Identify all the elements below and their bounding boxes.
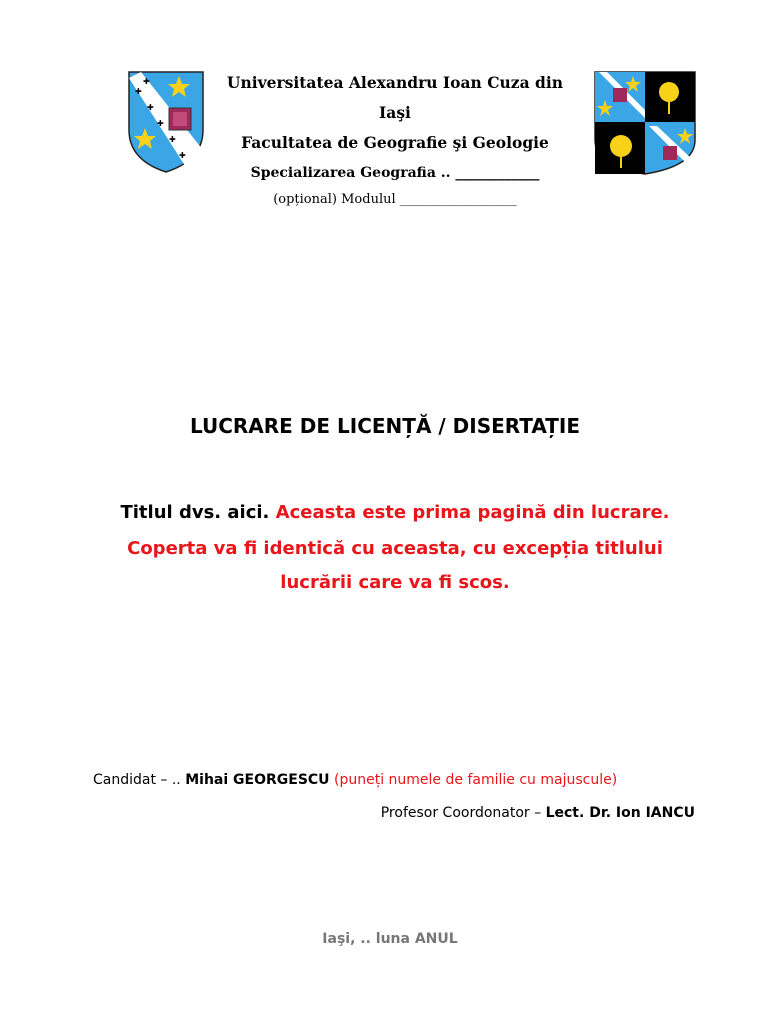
svg-text:✚: ✚ [179, 151, 186, 160]
institution-header [205, 68, 585, 212]
candidate-name: Mihai GEORGESCU [185, 772, 330, 788]
specialization-line: Specializarea Geografia .. ____________ [250, 165, 540, 181]
title-note-cover: Coperta va fi identică cu aceasta, cu excepția titlului lucrării care va fi scos. [127, 538, 663, 593]
coordinator-name: Lect. Dr. Ion IANCU [545, 805, 695, 821]
candidate-line [93, 772, 617, 788]
place-date: Iaşi, .. luna ANUL [322, 931, 458, 947]
coordinator-line [381, 805, 695, 821]
title-note-first-page: Aceasta este prima pagină din lucrare. [275, 502, 670, 523]
coordinator-prefix: Profesor Coordonator – [380, 805, 546, 821]
document-type-heading: LUCRARE DE LICENȚĂ / DISERTAȚIE [189, 414, 581, 438]
candidate-prefix: Candidat – .. [93, 772, 186, 788]
title-placeholder: Titlul dvs. aici. [120, 502, 270, 523]
university-name-line2: Iaşi [379, 103, 411, 122]
svg-text:✚: ✚ [169, 135, 176, 144]
faculty-crest-icon [593, 70, 697, 176]
svg-text:✚: ✚ [147, 103, 154, 112]
svg-text:✚: ✚ [157, 119, 164, 128]
candidate-note: (puneți numele de familie cu majuscule) [329, 772, 618, 788]
svg-text:✚: ✚ [135, 87, 142, 96]
faculty-name: Facultatea de Geografie şi Geologie [241, 133, 549, 152]
thesis-title-block [110, 496, 680, 600]
svg-text:✚: ✚ [143, 77, 150, 86]
university-crest-icon [127, 70, 205, 174]
university-name-line1: Universitatea Alexandru Ioan Cuza din [226, 73, 564, 92]
module-line: (opțional) Modulul __________________ [273, 192, 517, 207]
